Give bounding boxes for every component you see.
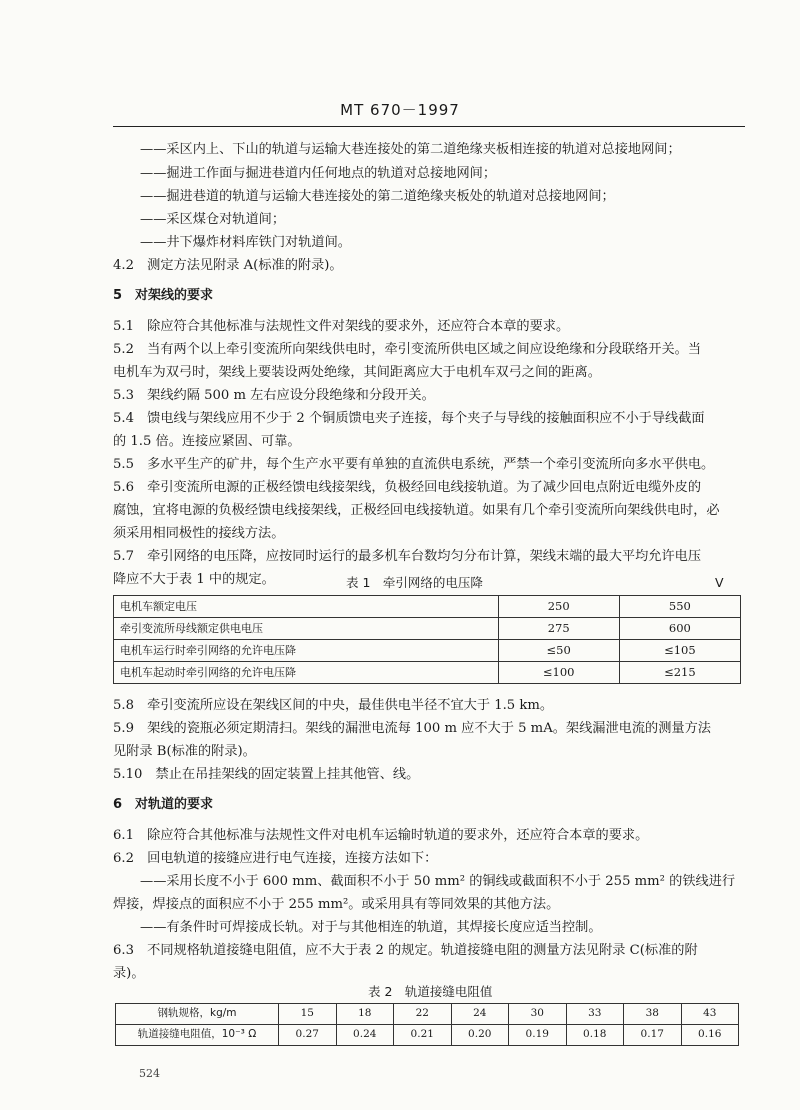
table-cell: 43 (681, 1004, 739, 1025)
table-cell: 电机车起动时牵引网络的允许电压降 (114, 662, 499, 684)
table-cell: 250 (498, 596, 619, 618)
table-cell: 0.19 (509, 1025, 567, 1046)
table-cell: 0.21 (394, 1025, 452, 1046)
table-cell: 0.27 (279, 1025, 337, 1046)
text-line: ——采用长度不小于 600 mm、截面积不小于 50 mm² 的铜线或截面积不小于 255 mm² 的铁线进行 (140, 874, 736, 889)
section-6-heading: 6 对轨道的要求 (113, 797, 214, 812)
header-rule (113, 126, 745, 127)
table-row (114, 618, 741, 640)
clause-5-7: 5.7 牵引网络的电压降，应按同时运行的最多机车台数均匀分布计算，架线末端的最大平均允许电压 (113, 549, 702, 564)
clause-5-2: 5.2 当有两个以上牵引变流所向架线供电时，牵引变流所供电区域之间应设绝缘和分段联络开关。当 (113, 342, 702, 357)
clause-5-3: 5.3 架线约隔 500 m 左右应设分段绝缘和分段开关。 (113, 388, 435, 403)
table-cell: 电机车额定电压 (114, 596, 499, 618)
clause-5-4: 5.4 馈电线与架线应用不少于 2 个铜质馈电夹子连接，每个夹子与导线的接触面积应不小于导线截面 (113, 411, 705, 426)
table-cell: 22 (394, 1004, 452, 1025)
clause-5-10: 5.10 禁止在吊挂架线的固定装置上挂其他管、线。 (113, 767, 420, 782)
page-number: 524 (139, 1067, 160, 1080)
text-line: 焊接，焊接点的面积应不小于 255 mm²。或采用具有等同效果的其他方法。 (113, 897, 560, 912)
clause-5-1: 5.1 除应符合其他标准与法规性文件对架线的要求外，还应符合本章的要求。 (113, 319, 570, 334)
text-line: ——掘进巷道的轨道与运输大巷连接处的第二道绝缘夹板处的轨道对总接地网间； (140, 189, 615, 204)
table-cell: 24 (451, 1004, 509, 1025)
table-row (116, 1004, 739, 1025)
table-cell: 18 (336, 1004, 394, 1025)
clause-6-2: 6.2 回电轨道的接缝应进行电气连接，连接方法如下： (113, 851, 438, 866)
table-row (114, 596, 741, 618)
clause-6-3: 6.3 不同规格轨道接缝电阻值，应不大于表 2 的规定。轨道接缝电阻的测量方法见附录 C(标准的附 (113, 943, 698, 958)
text-line: 的 1.5 倍。连接应紧固、可靠。 (113, 434, 301, 449)
table-cell: 600 (619, 618, 740, 640)
table-cell: 0.18 (566, 1025, 624, 1046)
text-line: 录)。 (113, 966, 145, 981)
text-line: ——有条件时可焊接成长轨。对于与其他相连的轨道，其焊接长度应适当控制。 (140, 920, 602, 935)
table-cell: 0.17 (624, 1025, 682, 1046)
table-cell: 0.24 (336, 1025, 394, 1046)
text-line: 见附录 B(标准的附录)。 (113, 744, 256, 759)
document-header: MT 670－1997 (340, 101, 460, 119)
clause-5-8: 5.8 牵引变流所应设在架线区间的中央，最佳供电半径不宜大于 1.5 km。 (113, 698, 554, 713)
clause-4-2: 4.2 测定方法见附录 A(标准的附录)。 (113, 258, 343, 273)
table-cell: 轨道接缝电阻值，10⁻³ Ω (116, 1025, 279, 1046)
text-line: ——掘进工作面与掘进巷道内任何地点的轨道对总接地网间； (140, 166, 497, 181)
clause-5-5: 5.5 多水平生产的矿井，每个生产水平要有单独的直流供电系统，严禁一个牵引变流所向多水平供电。 (113, 457, 715, 472)
table-cell: 33 (566, 1004, 624, 1025)
table-cell: 550 (619, 596, 740, 618)
text-line: ——采区内上、下山的轨道与运输大巷连接处的第二道绝缘夹板相连接的轨道对总接地网间； (140, 142, 681, 157)
section-5-heading: 5 对架线的要求 (113, 288, 214, 303)
text-line: 须采用相同极性的接线方法。 (113, 526, 285, 541)
text-line: 降应不大于表 1 中的规定。 (113, 572, 275, 587)
table-cell: 电机车运行时牵引网络的允许电压降 (114, 640, 499, 662)
table-cell: 38 (624, 1004, 682, 1025)
table-row (116, 1025, 739, 1046)
table-rail-joint-resistance (115, 1003, 739, 1046)
table-cell: 牵引变流所母线额定供电电压 (114, 618, 499, 640)
table-cell: ≤50 (498, 640, 619, 662)
table-cell: 0.20 (451, 1025, 509, 1046)
table1-unit: V (715, 575, 724, 590)
table-cell: 钢轨规格，kg/m (116, 1004, 279, 1025)
table-cell: 275 (498, 618, 619, 640)
table-cell: ≤100 (498, 662, 619, 684)
table-voltage-drop (113, 595, 741, 684)
text-line: ——井下爆炸材料库铁门对轨道间。 (140, 235, 351, 250)
table1-caption: 表 1 牵引网络的电压降 (346, 575, 483, 590)
table-cell: 30 (509, 1004, 567, 1025)
table2-caption: 表 2 轨道接缝电阻值 (368, 984, 493, 999)
table-row (114, 662, 741, 684)
text-line: ——采区煤仓对轨道间； (140, 212, 286, 227)
clause-5-9: 5.9 架线的瓷瓶必须定期清扫。架线的漏泄电流每 100 m 应不大于 5 mA。架线漏泄电流的测量方法 (113, 721, 711, 736)
table-cell: 15 (279, 1004, 337, 1025)
clause-6-1: 6.1 除应符合其他标准与法规性文件对电机车运输时轨道的要求外，还应符合本章的要求。 (113, 828, 649, 843)
table-cell: ≤215 (619, 662, 740, 684)
table-cell: 0.16 (681, 1025, 739, 1046)
text-line: 腐蚀，宜将电源的负极经馈电线接架线，正极经回电线接轨道。如果有几个牵引变流所向架线供电时，必 (113, 503, 720, 518)
clause-5-6: 5.6 牵引变流所电源的正极经馈电线接架线，负极经回电线接轨道。为了减少回电点附近电缆外皮的 (113, 480, 702, 495)
table-cell: ≤105 (619, 640, 740, 662)
table-row (114, 640, 741, 662)
text-line: 电机车为双弓时，架线上要装设两处绝缘，其间距离应大于电机车双弓之间的距离。 (113, 365, 601, 380)
